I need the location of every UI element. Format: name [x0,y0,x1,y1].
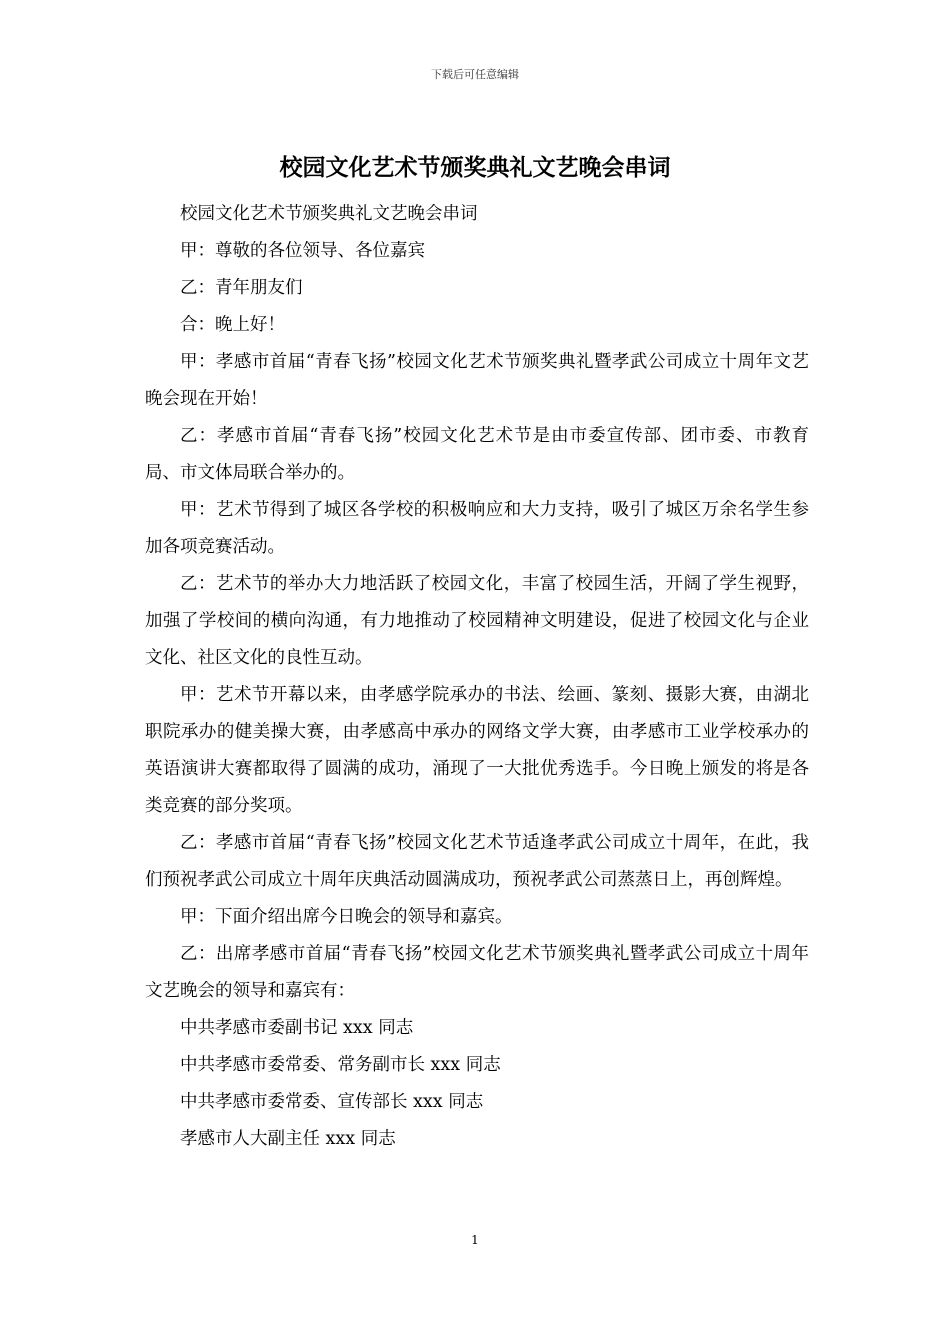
paragraph-guest-1: 中共孝感市委副书记 xxx 同志 [180,1018,414,1038]
document-body [145,196,809,1158]
paragraph-guest-3: 中共孝感市委常委、宣传部长 xxx 同志 [180,1092,484,1112]
paragraph-greeting-a: 甲：尊敬的各位领导、各位嘉宾 [180,241,425,261]
paragraph-subtitle: 校园文化艺术节颁奖典礼文艺晚会串词 [180,204,478,224]
paragraph-opening: 甲：孝感市首届“青春飞扬”校园文化艺术节颁奖典礼暨孝武公司成立十周年文艺晚会现在开始！ [145,352,809,409]
paragraph-participation: 甲：艺术节得到了城区各学校的积极响应和大力支持，吸引了城区万余名学生参加各项竞赛活动。 [145,500,809,557]
paragraph-introduce-guests: 甲：下面介绍出席今日晚会的领导和嘉宾。 [180,907,513,927]
paragraph-guest-4: 孝感市人大副主任 xxx 同志 [180,1129,396,1149]
paragraph-organizers: 乙：孝感市首届“青春飞扬”校园文化艺术节是由市委宣传部、团市委、市教育局、市文体局联合举办的。 [145,426,809,483]
paragraph-greeting-together: 合：晚上好！ [180,315,285,335]
paragraph-guests-intro: 乙：出席孝感市首届“青春飞扬”校园文化艺术节颁奖典礼暨孝武公司成立十周年文艺晚会的领导和嘉宾有： [145,944,809,1001]
paragraph-anniversary: 乙：孝感市首届“青春飞扬”校园文化艺术节适逢孝武公司成立十周年，在此，我们预祝孝武公司成立十周年庆典活动圆满成功，预祝孝武公司蒸蒸日上，再创辉煌。 [145,833,809,890]
paragraph-greeting-b: 乙：青年朋友们 [180,278,303,298]
page-header-note: 下载后可任意编辑 [431,68,519,81]
page-number: 1 [471,1233,479,1247]
document-title: 校园文化艺术节颁奖典礼文艺晚会串词 [279,154,671,181]
paragraph-guest-2: 中共孝感市委常委、常务副市长 xxx 同志 [180,1055,501,1075]
paragraph-impact: 乙：艺术节的举办大力地活跃了校园文化，丰富了校园生活，开阔了学生视野，加强了学校间的横向沟通，有力地推动了校园精神文明建设，促进了校园文化与企业文化、社区文化的良性互动。 [145,574,809,668]
paragraph-competitions: 甲：艺术节开幕以来，由孝感学院承办的书法、绘画、篆刻、摄影大赛，由湖北职院承办的健美操大赛，由孝感高中承办的网络文学大赛，由孝感市工业学校承办的英语演讲大赛都取得了圆满的成功，涌现了一大批优秀选手。今日晚上颁发的将是各类竞赛的部分奖项。 [145,685,809,816]
